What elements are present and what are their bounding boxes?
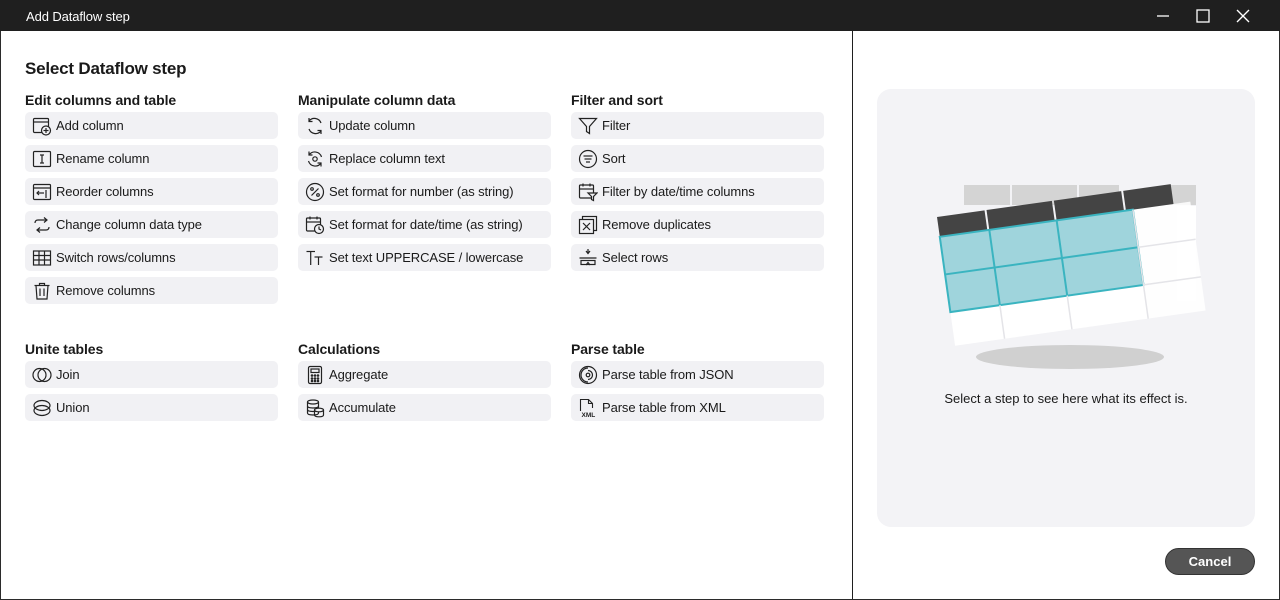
coins-icon (304, 397, 326, 419)
step-label: Parse table from JSON (602, 367, 734, 382)
change-type-icon (31, 214, 53, 236)
step-label: Set format for date/time (as string) (329, 217, 523, 232)
union-icon (31, 397, 53, 419)
step-reorder-columns[interactable] (25, 178, 278, 205)
preview-hint: Select a step to see here what its effect is. (944, 391, 1188, 406)
window-title: Add Dataflow step (26, 9, 130, 24)
calculator-icon (304, 364, 326, 386)
add-column-icon (31, 115, 53, 137)
replace-icon (304, 148, 326, 170)
rename-column-icon (31, 148, 53, 170)
step-label: Remove duplicates (602, 217, 711, 232)
step-label: Union (56, 400, 90, 415)
step-parse-json[interactable] (571, 361, 824, 388)
step-label: Update column (329, 118, 416, 133)
step-switch-rows-columns[interactable] (25, 244, 278, 271)
remove-duplicates-icon (577, 214, 599, 236)
group-title: Filter and sort (571, 92, 663, 108)
step-aggregate[interactable] (298, 361, 551, 388)
trash-icon (31, 280, 53, 302)
percent-icon (304, 181, 326, 203)
sort-icon (577, 148, 599, 170)
panel-divider (852, 31, 853, 599)
step-label: Aggregate (329, 367, 389, 382)
join-icon (31, 364, 53, 386)
group-manipulate-data (298, 90, 551, 277)
group-unite-tables (25, 339, 278, 427)
step-label: Select rows (602, 250, 669, 265)
title-bar (0, 0, 1280, 31)
group-title: Edit columns and table (25, 92, 177, 108)
step-parse-xml[interactable] (571, 394, 824, 421)
step-filter[interactable] (571, 112, 824, 139)
step-sort[interactable] (571, 145, 824, 172)
step-label: Accumulate (329, 400, 396, 415)
step-accumulate[interactable] (298, 394, 551, 421)
step-label: Switch rows/columns (56, 250, 176, 265)
step-label: Filter by date/time columns (602, 184, 755, 199)
step-label: Set format for number (as string) (329, 184, 514, 199)
close-button[interactable] (1223, 0, 1263, 31)
step-remove-columns[interactable] (25, 277, 278, 304)
group-calculations (298, 339, 551, 427)
step-remove-duplicates[interactable] (571, 211, 824, 238)
page-title: Select Dataflow step (25, 59, 187, 78)
group-title: Parse table (571, 341, 645, 357)
select-rows-icon (577, 247, 599, 269)
step-label: Remove columns (56, 283, 156, 298)
maximize-button[interactable] (1183, 0, 1223, 31)
step-select-rows[interactable] (571, 244, 824, 271)
group-title: Unite tables (25, 341, 104, 357)
group-filter-sort (571, 90, 824, 277)
step-format-number[interactable] (298, 178, 551, 205)
close-icon (1236, 9, 1250, 23)
minimize-button[interactable] (1143, 0, 1183, 31)
step-label: Filter (602, 118, 631, 133)
step-label: Parse table from XML (602, 400, 726, 415)
preview-panel (877, 89, 1255, 527)
step-add-column[interactable] (25, 112, 278, 139)
step-label: Replace column text (329, 151, 445, 166)
step-label: Change column data type (56, 217, 202, 232)
step-list-panel (0, 31, 852, 599)
group-parse-table (571, 339, 824, 427)
group-title: Calculations (298, 341, 381, 357)
calendar-clock-icon (304, 214, 326, 236)
step-label: Sort (602, 151, 626, 166)
svg-text:XML: XML (581, 411, 596, 418)
step-label: Reorder columns (56, 184, 154, 199)
cancel-button[interactable]: Cancel (1165, 548, 1255, 575)
json-icon (577, 364, 599, 386)
step-rename-column[interactable] (25, 145, 278, 172)
switch-rows-columns-icon (31, 247, 53, 269)
reorder-columns-icon (31, 181, 53, 203)
minimize-icon (1156, 9, 1170, 23)
step-label: Add column (56, 118, 124, 133)
xml-file-icon (577, 397, 599, 419)
step-union[interactable] (25, 394, 278, 421)
group-title: Manipulate column data (298, 92, 456, 108)
text-case-icon (304, 247, 326, 269)
step-filter-datetime[interactable] (571, 178, 824, 205)
funnel-icon (577, 115, 599, 137)
maximize-icon (1196, 9, 1210, 23)
step-replace-column-text[interactable] (298, 145, 551, 172)
calendar-filter-icon (577, 181, 599, 203)
step-join[interactable] (25, 361, 278, 388)
group-edit-columns (25, 90, 278, 310)
step-text-case[interactable] (298, 244, 551, 271)
step-label: Rename column (56, 151, 150, 166)
table-illustration (877, 89, 1255, 389)
update-icon (304, 115, 326, 137)
step-label: Set text UPPERCASE / lowercase (329, 250, 524, 265)
step-change-column-data-type[interactable] (25, 211, 278, 238)
step-label: Join (56, 367, 80, 382)
step-format-datetime[interactable] (298, 211, 551, 238)
step-update-column[interactable] (298, 112, 551, 139)
